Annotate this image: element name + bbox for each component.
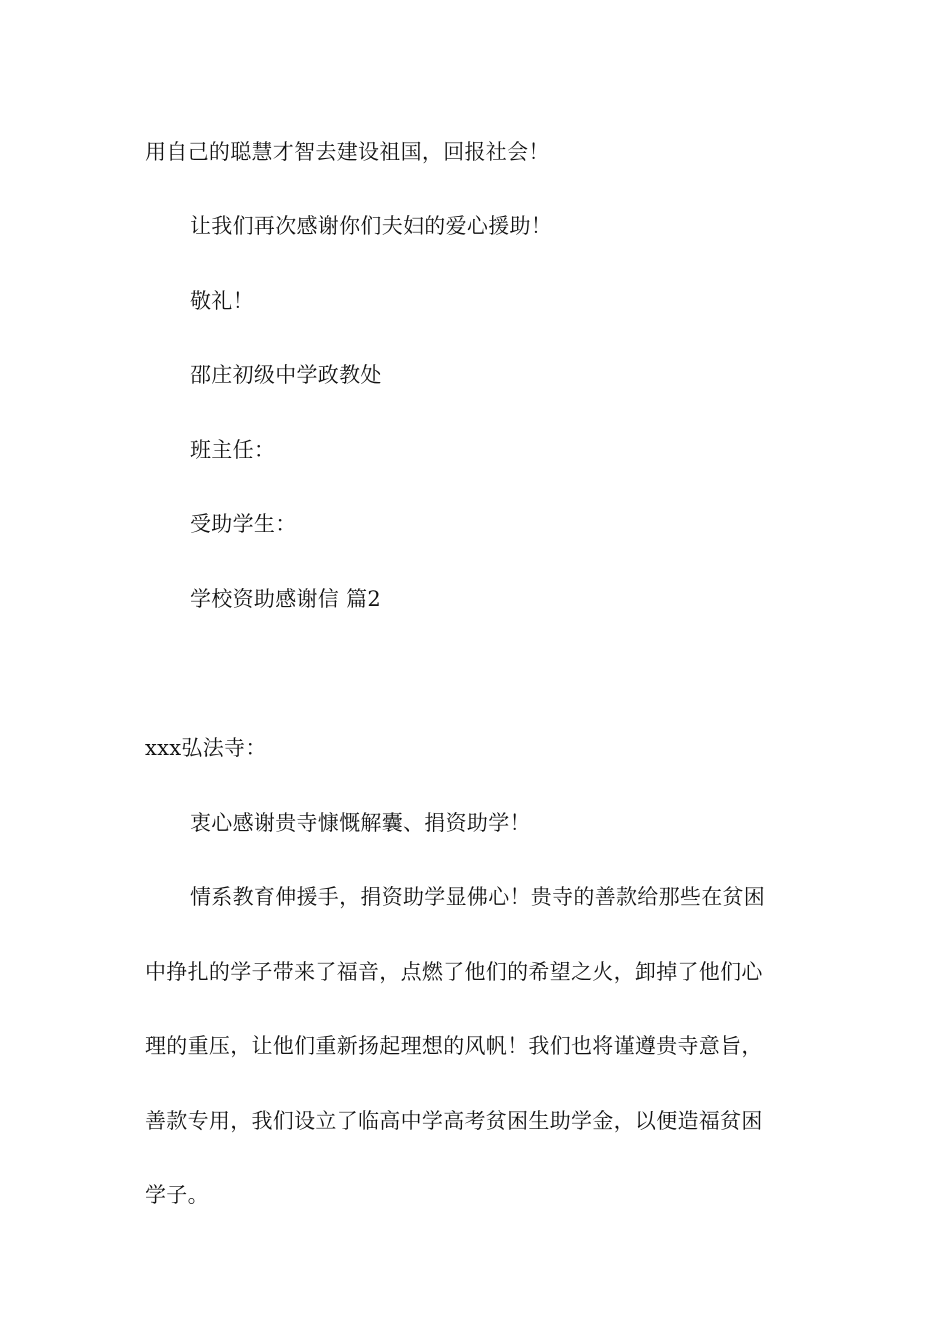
text-line-continuation: 用自己的聪慧才智去建设祖国，回报社会！ — [145, 140, 550, 164]
text-salutation: 敬礼！ — [190, 289, 254, 313]
letter-paragraph-2-line-1: 情系教育伸援手，捐资助学显佛心！贵寺的善款给那些在贫困 — [190, 885, 766, 909]
letter-paragraph-2-line-5: 学子。 — [145, 1183, 209, 1207]
text-thanks-again: 让我们再次感谢你们夫妇的爱心援助！ — [190, 214, 553, 238]
section-title: 学校资助感谢信 篇2 — [190, 587, 382, 611]
text-sender-org: 邵庄初级中学政教处 — [190, 363, 382, 387]
letter-paragraph-2-line-2: 中挣扎的学子带来了福音，点燃了他们的希望之火，卸掉了他们心 — [145, 960, 763, 984]
text-teacher-label: 班主任： — [190, 438, 276, 462]
letter-paragraph-1: 衷心感谢贵寺慷慨解囊、捐资助学！ — [190, 811, 531, 835]
text-student-label: 受助学生： — [190, 512, 297, 536]
letter-paragraph-2-line-3: 理的重压，让他们重新扬起理想的风帆！我们也将谨遵贵寺意旨， — [145, 1034, 763, 1058]
letter-paragraph-2-line-4: 善款专用，我们设立了临高中学高考贫困生助学金，以便造福贫困 — [145, 1109, 763, 1133]
letter-recipient: xxx弘法寺： — [145, 736, 267, 760]
